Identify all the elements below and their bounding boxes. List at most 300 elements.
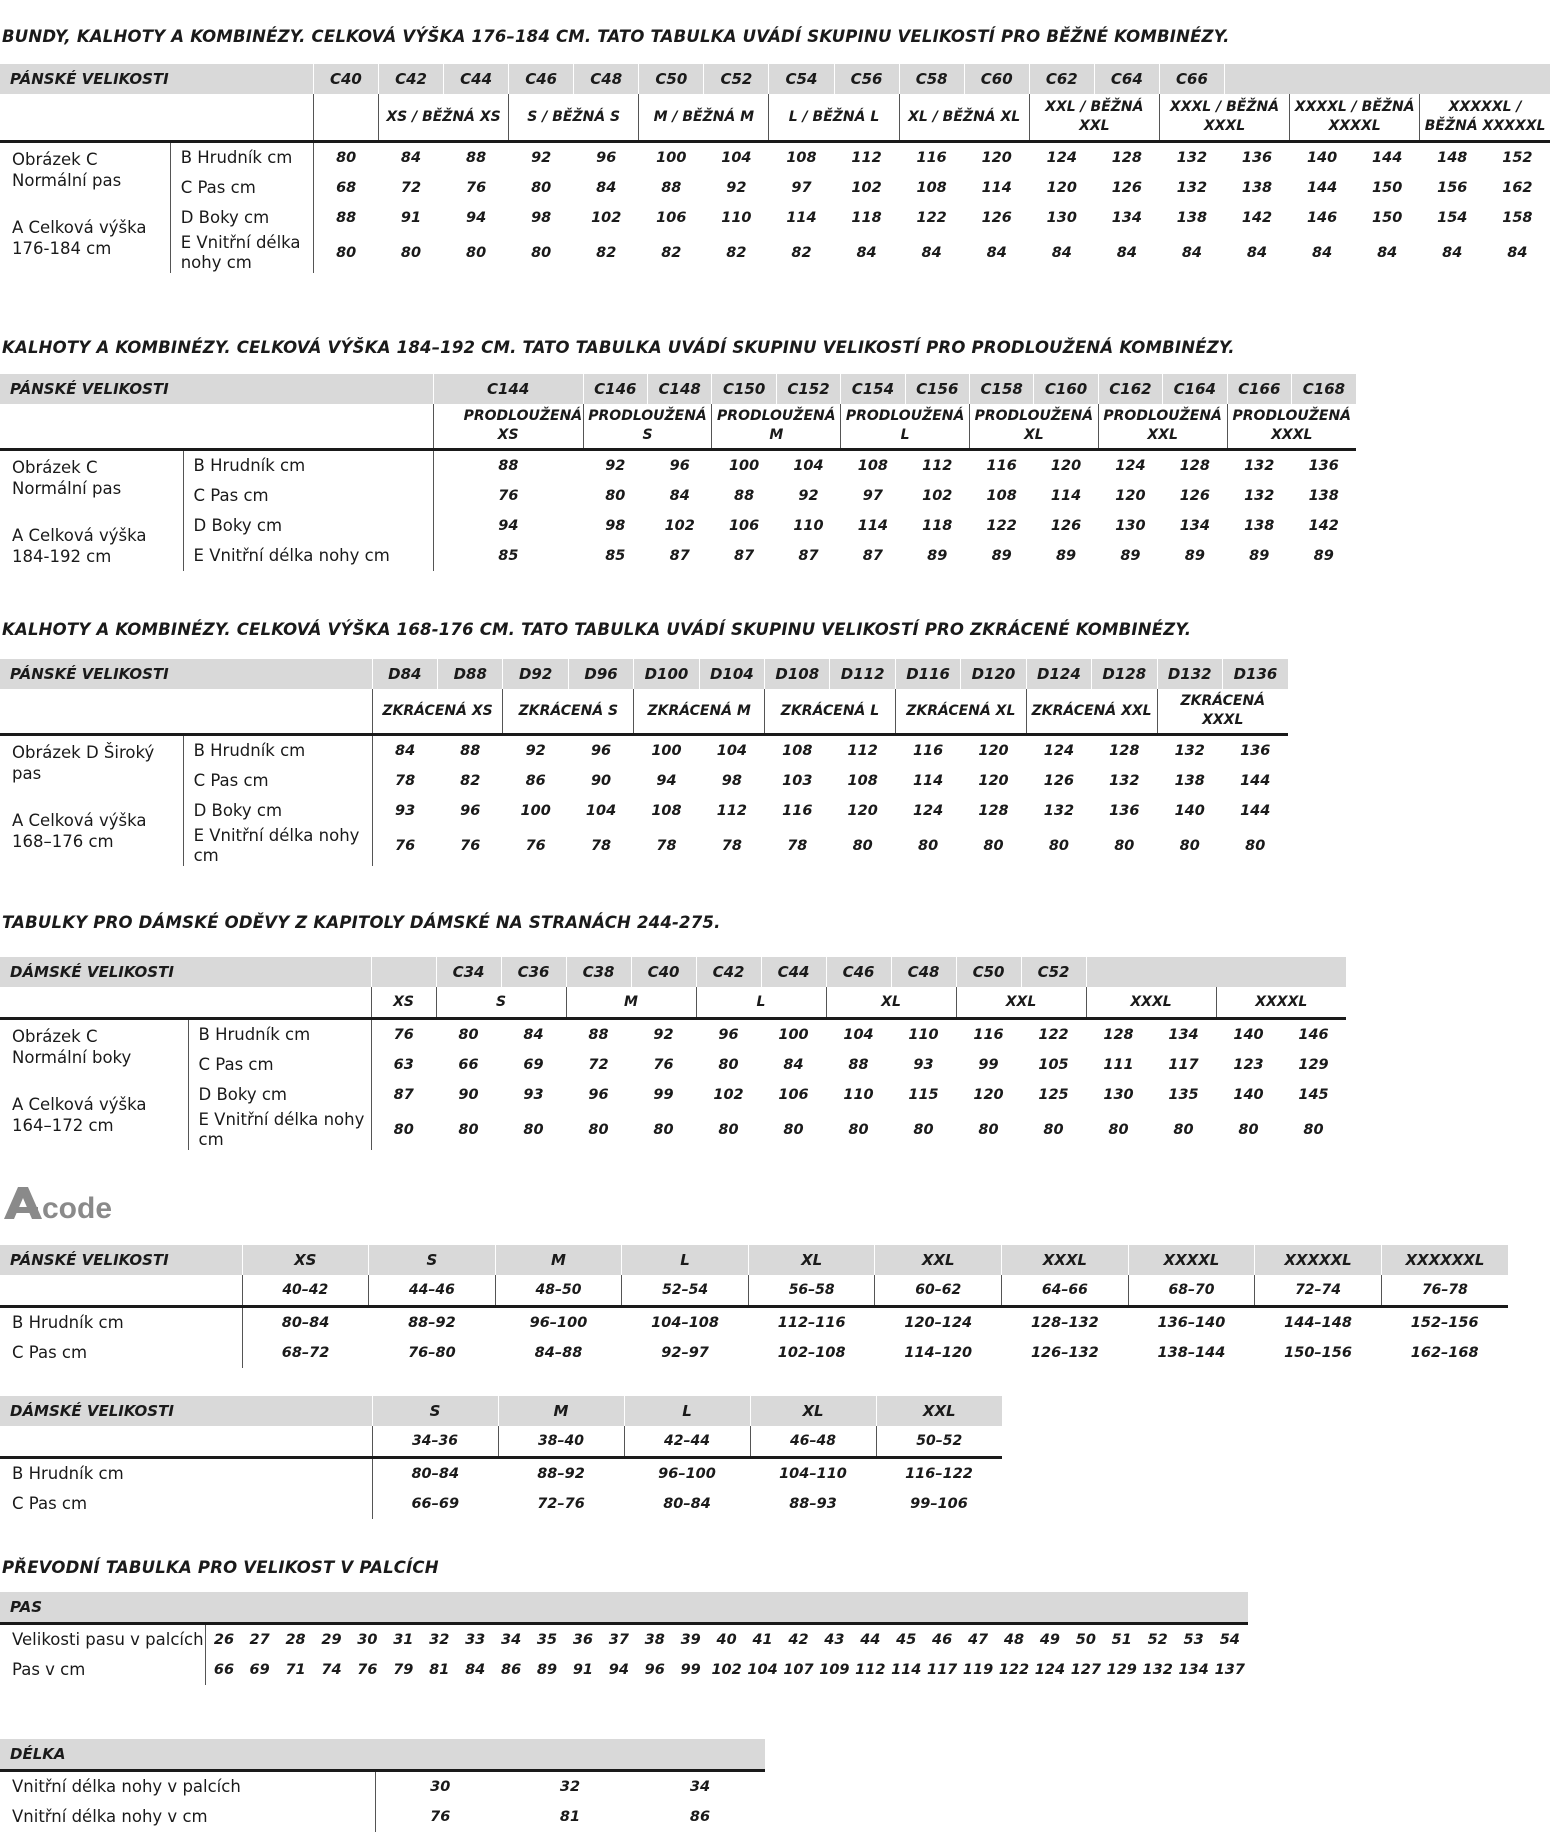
size-code: C156: [905, 374, 969, 404]
size-code: D84: [372, 659, 437, 689]
size-code: C48: [574, 64, 639, 94]
size-range: 34–36: [372, 1426, 498, 1458]
value-cell: 44: [860, 1632, 881, 1648]
size-code: C56: [834, 64, 899, 94]
value-cell: 108: [782, 743, 813, 759]
value-cell: 114: [912, 773, 944, 789]
value-cell: 84: [856, 245, 877, 261]
value-cell: 96: [669, 458, 690, 474]
value-cell: 110: [721, 210, 752, 226]
table-head-label: PÁNSKÉ VELIKOSTI: [0, 659, 372, 689]
empty-cell: [0, 987, 371, 1019]
value-cell: 89: [991, 548, 1012, 564]
group-row: [0, 689, 1288, 735]
empty-cell: [1086, 957, 1346, 987]
value-cell: 80: [718, 1122, 739, 1138]
value-cell: 140: [1233, 1027, 1264, 1043]
row-label: D Boky cm: [188, 1080, 371, 1110]
value-cell: 80: [1108, 1122, 1129, 1138]
value-cell: 120: [978, 773, 1009, 789]
table-row: [0, 1050, 1346, 1080]
value-cell: 84: [1377, 245, 1398, 261]
value-cell: 102–108: [777, 1345, 846, 1361]
value-cell: 68–72: [242, 1338, 369, 1368]
value-cell: 80: [523, 1122, 544, 1138]
value-cell: 97: [862, 488, 883, 504]
height-label: A Celková výška 168–176 cm: [12, 811, 147, 851]
value-cell: 104–110: [779, 1466, 847, 1482]
value-cell: 76: [433, 481, 583, 511]
value-cell: 78: [656, 838, 677, 854]
value-cell: 111: [1103, 1057, 1134, 1073]
value-cell: 114: [857, 518, 889, 534]
value-cell: 126: [1043, 773, 1075, 789]
value-cell: 104: [747, 1662, 778, 1678]
value-cell: 98: [721, 773, 742, 789]
row-label: C Pas cm: [12, 1494, 88, 1513]
empty-cell: [0, 1275, 242, 1307]
value-cell: 88: [661, 180, 682, 196]
table-header-row: [0, 374, 1356, 404]
figure-label: [0, 1019, 188, 1151]
value-cell: 124: [1115, 458, 1146, 474]
table-row: [0, 203, 1550, 233]
value-cell: 47: [967, 1632, 989, 1648]
value-cell: 34: [500, 1632, 522, 1648]
value-cell: 96: [588, 1087, 609, 1103]
value-cell: 100: [520, 803, 551, 819]
size-group: XXXXXL / BĚŽNÁ XXXXXL: [1420, 94, 1550, 142]
value-cell: 138: [1241, 180, 1273, 196]
value-cell: 80: [1114, 838, 1135, 854]
table-row: [0, 826, 1288, 866]
value-cell: 114–120: [904, 1345, 973, 1361]
value-cell: 93: [913, 1057, 934, 1073]
size-code: XXXL: [1002, 1245, 1129, 1275]
value-cell: 126: [1050, 518, 1082, 534]
value-cell: 87: [669, 548, 690, 564]
value-cell: 98: [605, 518, 626, 534]
value-cell: 124: [1046, 150, 1077, 166]
value-cell: 122: [986, 518, 1017, 534]
value-cell: 134: [1178, 1662, 1209, 1678]
value-cell: 80: [313, 142, 378, 174]
size-code: D116: [895, 659, 960, 689]
row-label: E Vnitřní délka nohy cm: [188, 1110, 371, 1150]
size-group: L / BĚŽNÁ L: [769, 94, 899, 142]
value-cell: 80: [978, 1122, 999, 1138]
value-cell: 126: [1111, 180, 1142, 196]
value-cell: 80: [605, 488, 626, 504]
size-range: 56–58: [748, 1275, 875, 1307]
value-cell: 88–93: [789, 1496, 837, 1512]
value-cell: 96: [590, 743, 612, 759]
size-code: C144: [433, 374, 583, 404]
value-cell: 134: [1111, 210, 1142, 226]
value-cell: 89: [1055, 548, 1077, 564]
value-cell: 76: [357, 1662, 378, 1678]
value-cell: 88: [313, 203, 378, 233]
row-label: Vnitřní délka nohy v cm: [12, 1807, 208, 1826]
value-cell: 80: [1048, 838, 1069, 854]
value-cell: 100: [728, 458, 760, 474]
size-code: L: [622, 1245, 749, 1275]
value-cell: 80: [983, 838, 1004, 854]
value-cell: 120: [973, 1087, 1004, 1103]
height-label: A Celková výška 164–172 cm: [12, 1095, 147, 1135]
value-cell: 116: [912, 743, 944, 759]
value-cell: 106: [728, 518, 760, 534]
table-header-row: [0, 659, 1288, 689]
value-cell: 120–124: [904, 1315, 973, 1331]
table-head-label: PÁNSKÉ VELIKOSTI: [0, 1245, 242, 1275]
size-code: D132: [1157, 659, 1222, 689]
value-cell: 136: [1308, 458, 1339, 474]
value-cell: 99–106: [910, 1496, 968, 1512]
value-cell: 150: [1372, 180, 1403, 196]
size-range: 50–52: [876, 1426, 1002, 1458]
section-title-damske: TABULKY PRO DÁMSKÉ ODĚVY Z KAPITOLY DÁMSKÉ NA STRANÁCH 244-275.: [2, 913, 721, 932]
size-code: M: [498, 1396, 624, 1426]
value-cell: 84: [1507, 245, 1528, 261]
group-row: [0, 94, 1550, 142]
figure-label-line: Obrázek C Normální pas: [12, 458, 122, 498]
value-cell: 140: [1233, 1087, 1264, 1103]
value-cell: 79: [393, 1662, 414, 1678]
size-code: D124: [1026, 659, 1091, 689]
value-cell: 94: [656, 773, 677, 789]
value-cell: 120: [1050, 458, 1082, 474]
size-code: D120: [961, 659, 1026, 689]
value-cell: 42: [788, 1632, 809, 1648]
size-code: D92: [503, 659, 568, 689]
value-cell: 136: [1240, 743, 1271, 759]
size-range: 38–40: [498, 1426, 624, 1458]
table-header-row: [0, 64, 1550, 94]
value-cell: 106: [778, 1087, 809, 1103]
value-cell: 108: [857, 458, 889, 474]
length-inch-table: [0, 1739, 765, 1832]
value-cell: 107: [783, 1662, 814, 1678]
size-code: C168: [1291, 374, 1356, 404]
value-cell: 114: [891, 1662, 922, 1678]
table-row: [0, 1489, 1002, 1519]
height-label: A Celková výška 176-184 cm: [12, 218, 147, 258]
size-range: 60–62: [875, 1275, 1002, 1307]
value-cell: 102: [922, 488, 953, 504]
value-cell: 78: [721, 838, 742, 854]
size-code: D104: [699, 659, 764, 689]
value-cell: 30: [357, 1632, 378, 1648]
figure-label: [0, 735, 183, 867]
row-label: D Boky cm: [170, 203, 313, 233]
empty-cell: [0, 404, 433, 450]
value-cell: 35: [536, 1632, 558, 1648]
size-group: XS: [371, 987, 436, 1019]
size-group: XL / BĚŽNÁ XL: [899, 94, 1029, 142]
value-cell: 92: [726, 180, 747, 196]
value-cell: 132: [1043, 803, 1075, 819]
size-group: XXL / BĚŽNÁ XXL: [1029, 94, 1159, 142]
value-cell: 132: [1142, 1662, 1173, 1678]
value-cell: 108: [916, 180, 947, 196]
table-row: [0, 1458, 1002, 1490]
size-code: C42: [378, 64, 443, 94]
value-cell: 109: [819, 1662, 850, 1678]
value-cell: 84–88: [534, 1345, 583, 1361]
size-range: 76–78: [1381, 1275, 1508, 1307]
value-cell: 145: [1298, 1087, 1329, 1103]
value-cell: 84: [400, 150, 422, 166]
size-code: C36: [501, 957, 566, 987]
waist-inch-table: [0, 1592, 1248, 1685]
value-cell: 87: [734, 548, 755, 564]
table-row: [0, 173, 1550, 203]
value-cell: 96: [644, 1662, 665, 1678]
value-cell: 140: [1306, 150, 1338, 166]
value-cell: 96–100: [658, 1466, 716, 1482]
value-cell: 144: [1240, 773, 1271, 789]
value-cell: 148: [1437, 150, 1468, 166]
size-code: M: [495, 1245, 622, 1275]
size-group: XXXL: [1086, 987, 1216, 1019]
empty-cell: [0, 689, 372, 735]
value-cell: 76: [372, 826, 437, 866]
size-range: 44–46: [369, 1275, 496, 1307]
row-label: C Pas cm: [183, 481, 433, 511]
size-code: C150: [712, 374, 776, 404]
size-group: PRODLOUŽENÁ XS: [433, 404, 583, 450]
figure-label-line: Obrázek C Normální pas: [12, 150, 122, 190]
table-header-row: [0, 1739, 765, 1771]
size-group: ZKRÁCENÁ S: [503, 689, 634, 735]
value-cell: 84: [1246, 245, 1268, 261]
value-cell: 92: [531, 150, 552, 166]
logo-text: code: [42, 1192, 113, 1221]
value-cell: 80: [918, 838, 939, 854]
value-cell: 84: [1312, 245, 1333, 261]
value-cell: 85: [433, 541, 583, 571]
value-cell: 140: [1174, 803, 1205, 819]
value-cell: 116: [973, 1027, 1004, 1043]
size-group: ZKRÁCENÁ XS: [372, 689, 503, 735]
size-code: C162: [1098, 374, 1162, 404]
value-cell: 97: [791, 180, 812, 196]
value-cell: 37: [608, 1632, 629, 1648]
row-label: B Hrudník cm: [188, 1019, 371, 1051]
table-row: [0, 1655, 1248, 1685]
value-cell: 74: [321, 1662, 342, 1678]
value-cell: 50: [1075, 1632, 1096, 1648]
table-row: [0, 1624, 1248, 1656]
value-cell: 102: [713, 1087, 744, 1103]
value-cell: 88: [734, 488, 755, 504]
value-cell: 84: [1116, 245, 1137, 261]
value-cell: 66: [206, 1655, 242, 1685]
value-cell: 48: [1003, 1632, 1025, 1648]
size-code: C154: [841, 374, 905, 404]
size-code: C44: [761, 957, 826, 987]
size-group: ZKRÁCENÁ L: [765, 689, 896, 735]
value-cell: 114: [786, 210, 817, 226]
value-cell: 104: [843, 1027, 874, 1043]
row-label: C Pas cm: [170, 173, 313, 203]
value-cell: 94: [465, 210, 487, 226]
row-label: Pas v cm: [12, 1660, 86, 1679]
section-title-zkracena: KALHOTY A KOMBINÉZY. CELKOVÁ VÝŠKA 168-176 CM. TATO TABULKA UVÁDÍ SKUPINU VELIKOSTÍ PRO ZKRÁCENÉ KOMBINÉZY.: [2, 620, 1192, 639]
table-head-label: PÁNSKÉ VELIKOSTI: [0, 64, 313, 94]
value-cell: 130: [1103, 1087, 1134, 1103]
size-group: PRODLOUŽENÁ L: [841, 404, 970, 450]
value-cell: 138: [1308, 488, 1339, 504]
size-code: C158: [969, 374, 1033, 404]
value-cell: 26: [206, 1624, 242, 1656]
value-cell: 96–100: [529, 1315, 588, 1331]
value-cell: 88: [460, 743, 481, 759]
size-group: PRODLOUŽENÁ XXXL: [1227, 404, 1356, 450]
value-cell: 100: [778, 1027, 809, 1043]
value-cell: 82: [661, 245, 682, 261]
table-header-row: [0, 957, 1346, 987]
value-cell: 49: [1039, 1632, 1060, 1648]
value-cell: 32: [429, 1632, 450, 1648]
size-range: 52–54: [622, 1275, 749, 1307]
size-code: C38: [566, 957, 631, 987]
value-cell: 80: [1043, 1122, 1064, 1138]
value-cell: 41: [752, 1632, 773, 1648]
size-code: D128: [1092, 659, 1157, 689]
value-cell: 128: [1111, 150, 1142, 166]
value-cell: 117: [927, 1662, 958, 1678]
value-cell: 80: [1245, 838, 1266, 854]
size-group: XXXXL / BĚŽNÁ XXXXL: [1290, 94, 1420, 142]
table-row: [0, 1802, 765, 1832]
size-group: S: [436, 987, 566, 1019]
value-cell: 112: [716, 803, 748, 819]
value-cell: 71: [285, 1662, 306, 1678]
value-cell: 144: [1306, 180, 1338, 196]
figure-label-line: Obrázek C Normální boky: [12, 1027, 132, 1067]
value-cell: 80: [852, 838, 873, 854]
row-label: B Hrudník cm: [170, 142, 313, 174]
value-cell: 80: [531, 180, 552, 196]
value-cell: 116: [782, 803, 813, 819]
value-cell: 152: [1502, 150, 1533, 166]
value-cell: 84: [1442, 245, 1463, 261]
value-cell: 34: [689, 1779, 711, 1795]
value-cell: 52: [1147, 1632, 1168, 1648]
table-row: [0, 450, 1356, 482]
row-label: E Vnitřní délka nohy cm: [183, 541, 433, 571]
value-cell: 112: [851, 150, 882, 166]
value-cell: 31: [393, 1632, 414, 1648]
value-cell: 112: [855, 1662, 886, 1678]
value-cell: 144–148: [1284, 1315, 1352, 1331]
size-code: XXL: [876, 1396, 1002, 1426]
value-cell: 89: [1313, 548, 1334, 564]
value-cell: 84: [523, 1027, 544, 1043]
value-cell: 138: [1244, 518, 1275, 534]
value-cell: 162–168: [1410, 1345, 1479, 1361]
value-cell: 118: [922, 518, 953, 534]
table-row: [0, 796, 1288, 826]
value-cell: 126: [981, 210, 1012, 226]
value-cell: 129: [1298, 1057, 1329, 1073]
value-cell: 120: [1046, 180, 1077, 196]
value-cell: 112–116: [777, 1315, 846, 1331]
value-cell: 94: [608, 1662, 629, 1678]
table-row: [0, 481, 1356, 511]
value-cell: 91: [572, 1662, 594, 1678]
value-cell: 106: [656, 210, 687, 226]
value-cell: 46: [932, 1632, 953, 1648]
value-cell: 150–156: [1284, 1345, 1352, 1361]
value-cell: 92: [525, 743, 546, 759]
value-cell: 104: [793, 458, 824, 474]
value-cell: 156: [1437, 180, 1468, 196]
size-group: XS / BĚŽNÁ XS: [378, 94, 508, 142]
value-cell: 76: [653, 1057, 674, 1073]
value-cell: 114: [1050, 488, 1082, 504]
size-code: C148: [648, 374, 712, 404]
value-cell: 142: [1308, 518, 1339, 534]
value-cell: 116: [916, 150, 947, 166]
size-group: ZKRÁCENÁ M: [634, 689, 765, 735]
row-label: B Hrudník cm: [12, 1464, 124, 1483]
size-code: XXL: [875, 1245, 1002, 1275]
value-cell: 81: [429, 1662, 450, 1678]
value-cell: 138–144: [1157, 1345, 1226, 1361]
value-cell: 136: [1241, 150, 1273, 166]
value-cell: 136: [1109, 803, 1140, 819]
women-simple-table: [0, 1396, 1002, 1519]
value-cell: 96: [596, 150, 617, 166]
value-cell: 128–132: [1030, 1315, 1099, 1331]
value-cell: 80: [913, 1122, 934, 1138]
value-cell: 90: [458, 1087, 479, 1103]
value-cell: 134: [1179, 518, 1210, 534]
value-cell: 132: [1244, 458, 1275, 474]
value-cell: 142: [1241, 210, 1273, 226]
value-cell: 45: [896, 1632, 917, 1648]
table-header-row: [0, 1396, 1002, 1426]
size-group: PRODLOUŽENÁ XXL: [1098, 404, 1227, 450]
size-code: C46: [509, 64, 574, 94]
table-header-row: [0, 1592, 1248, 1624]
value-cell: 72: [588, 1057, 609, 1073]
size-code: C54: [769, 64, 834, 94]
size-range: 46–48: [750, 1426, 876, 1458]
value-cell: 108: [986, 488, 1017, 504]
table-row: [0, 1080, 1346, 1110]
size-range: 64–66: [1002, 1275, 1129, 1307]
row-label: C Pas cm: [183, 766, 372, 796]
value-cell: 80: [400, 245, 422, 261]
size-code: C40: [631, 957, 696, 987]
row-label: E Vnitřní délka nohy cm: [170, 233, 313, 273]
value-cell: 120: [978, 743, 1009, 759]
value-cell: 80: [1238, 1122, 1259, 1138]
value-cell: 80: [848, 1122, 869, 1138]
empty-cell: [371, 957, 436, 987]
size-group: M: [566, 987, 696, 1019]
value-cell: 84: [986, 245, 1007, 261]
size-code: C40: [313, 64, 378, 94]
figure-label: [0, 142, 170, 274]
value-cell: 84: [372, 735, 437, 767]
value-cell: 80: [588, 1122, 609, 1138]
empty-cell: [0, 1426, 372, 1458]
